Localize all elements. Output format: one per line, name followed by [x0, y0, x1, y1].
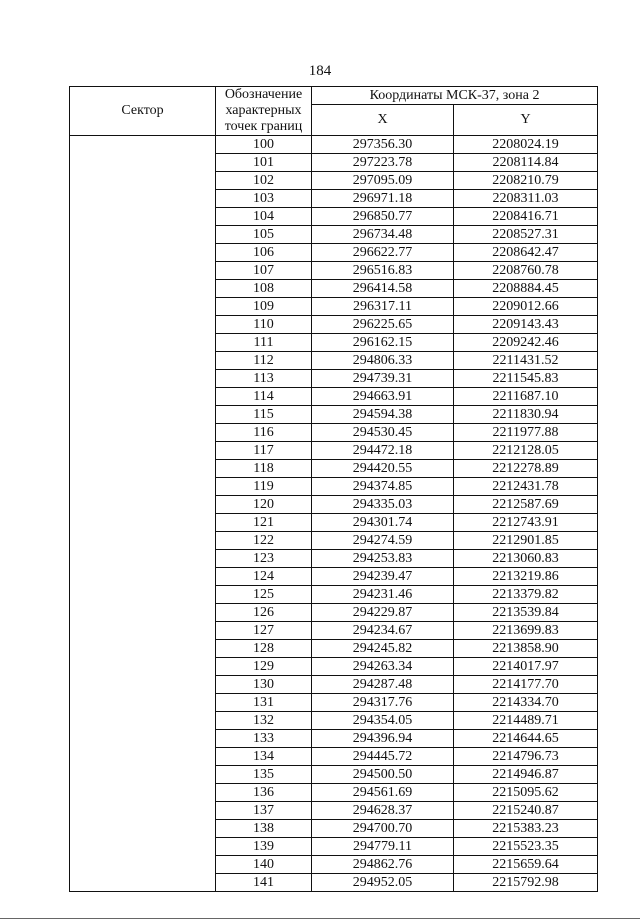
x-cell: 294245.82 [312, 640, 454, 658]
x-cell: 296516.83 [312, 262, 454, 280]
x-cell: 294396.94 [312, 730, 454, 748]
x-cell: 294253.83 [312, 550, 454, 568]
x-cell: 297223.78 [312, 154, 454, 172]
x-cell: 294663.91 [312, 388, 454, 406]
point-cell: 100 [216, 136, 312, 154]
y-cell: 2214489.71 [454, 712, 598, 730]
x-cell: 294739.31 [312, 370, 454, 388]
point-cell: 121 [216, 514, 312, 532]
point-cell: 135 [216, 766, 312, 784]
header-x: X [312, 105, 454, 136]
x-cell: 294530.45 [312, 424, 454, 442]
point-cell: 125 [216, 586, 312, 604]
coordinates-table [69, 86, 598, 892]
point-cell: 101 [216, 154, 312, 172]
point-cell: 115 [216, 406, 312, 424]
x-cell: 294561.69 [312, 784, 454, 802]
x-cell: 294274.59 [312, 532, 454, 550]
point-cell: 129 [216, 658, 312, 676]
y-cell: 2211431.52 [454, 352, 598, 370]
y-cell: 2213539.84 [454, 604, 598, 622]
point-cell: 123 [216, 550, 312, 568]
y-cell: 2215792.98 [454, 874, 598, 892]
point-cell: 113 [216, 370, 312, 388]
x-cell: 294500.50 [312, 766, 454, 784]
x-cell: 294301.74 [312, 514, 454, 532]
y-cell: 2208527.31 [454, 226, 598, 244]
point-cell: 122 [216, 532, 312, 550]
x-cell: 296622.77 [312, 244, 454, 262]
point-cell: 127 [216, 622, 312, 640]
point-cell: 132 [216, 712, 312, 730]
y-cell: 2214017.97 [454, 658, 598, 676]
x-cell: 294594.38 [312, 406, 454, 424]
point-cell: 117 [216, 442, 312, 460]
point-cell: 111 [216, 334, 312, 352]
y-cell: 2208760.78 [454, 262, 598, 280]
x-cell: 296850.77 [312, 208, 454, 226]
point-cell: 108 [216, 280, 312, 298]
y-cell: 2215240.87 [454, 802, 598, 820]
y-cell: 2209012.66 [454, 298, 598, 316]
y-cell: 2208210.79 [454, 172, 598, 190]
y-cell: 2214644.65 [454, 730, 598, 748]
y-cell: 2212278.89 [454, 460, 598, 478]
point-cell: 136 [216, 784, 312, 802]
x-cell: 294317.76 [312, 694, 454, 712]
y-cell: 2211830.94 [454, 406, 598, 424]
y-cell: 2211687.10 [454, 388, 598, 406]
y-cell: 2215383.23 [454, 820, 598, 838]
point-cell: 133 [216, 730, 312, 748]
x-cell: 294445.72 [312, 748, 454, 766]
page-number: 184 [308, 63, 332, 79]
point-cell: 130 [216, 676, 312, 694]
point-cell: 126 [216, 604, 312, 622]
x-cell: 294287.48 [312, 676, 454, 694]
x-cell: 296317.11 [312, 298, 454, 316]
y-cell: 2208024.19 [454, 136, 598, 154]
x-cell: 294263.34 [312, 658, 454, 676]
point-cell: 128 [216, 640, 312, 658]
x-cell: 294628.37 [312, 802, 454, 820]
y-cell: 2211545.83 [454, 370, 598, 388]
y-cell: 2208114.84 [454, 154, 598, 172]
x-cell: 294335.03 [312, 496, 454, 514]
y-cell: 2211977.88 [454, 424, 598, 442]
point-cell: 107 [216, 262, 312, 280]
point-cell: 140 [216, 856, 312, 874]
y-cell: 2208884.45 [454, 280, 598, 298]
y-cell: 2209143.43 [454, 316, 598, 334]
table-row [70, 136, 598, 154]
x-cell: 294700.70 [312, 820, 454, 838]
page-edge-line [0, 918, 640, 919]
point-cell: 118 [216, 460, 312, 478]
x-cell: 294952.05 [312, 874, 454, 892]
point-cell: 109 [216, 298, 312, 316]
y-cell: 2213219.86 [454, 568, 598, 586]
y-cell: 2213858.90 [454, 640, 598, 658]
y-cell: 2215523.35 [454, 838, 598, 856]
x-cell: 297356.30 [312, 136, 454, 154]
y-cell: 2213379.82 [454, 586, 598, 604]
x-cell: 294374.85 [312, 478, 454, 496]
point-cell: 104 [216, 208, 312, 226]
point-cell: 139 [216, 838, 312, 856]
x-cell: 296225.65 [312, 316, 454, 334]
y-cell: 2212901.85 [454, 532, 598, 550]
point-cell: 106 [216, 244, 312, 262]
point-cell: 141 [216, 874, 312, 892]
point-cell: 134 [216, 748, 312, 766]
x-cell: 294779.11 [312, 838, 454, 856]
point-cell: 120 [216, 496, 312, 514]
y-cell: 2213060.83 [454, 550, 598, 568]
x-cell: 294234.67 [312, 622, 454, 640]
x-cell: 296414.58 [312, 280, 454, 298]
point-cell: 103 [216, 190, 312, 208]
x-cell: 294231.46 [312, 586, 454, 604]
y-cell: 2213699.83 [454, 622, 598, 640]
y-cell: 2209242.46 [454, 334, 598, 352]
y-cell: 2214796.73 [454, 748, 598, 766]
point-cell: 124 [216, 568, 312, 586]
y-cell: 2212743.91 [454, 514, 598, 532]
x-cell: 297095.09 [312, 172, 454, 190]
table-body [70, 136, 598, 892]
point-cell: 137 [216, 802, 312, 820]
y-cell: 2208642.47 [454, 244, 598, 262]
x-cell: 294862.76 [312, 856, 454, 874]
point-cell: 105 [216, 226, 312, 244]
y-cell: 2214177.70 [454, 676, 598, 694]
x-cell: 294354.05 [312, 712, 454, 730]
y-cell: 2214946.87 [454, 766, 598, 784]
x-cell: 294806.33 [312, 352, 454, 370]
y-cell: 2215095.62 [454, 784, 598, 802]
x-cell: 294239.47 [312, 568, 454, 586]
x-cell: 296971.18 [312, 190, 454, 208]
y-cell: 2212587.69 [454, 496, 598, 514]
x-cell: 296734.48 [312, 226, 454, 244]
y-cell: 2214334.70 [454, 694, 598, 712]
x-cell: 294420.55 [312, 460, 454, 478]
header-sector: Сектор [70, 87, 216, 136]
sector-cell [70, 136, 216, 892]
x-cell: 296162.15 [312, 334, 454, 352]
point-cell: 131 [216, 694, 312, 712]
header-coordinates-system: Координаты МСК-37, зона 2 [312, 87, 598, 105]
header-y: Y [454, 105, 598, 136]
point-cell: 138 [216, 820, 312, 838]
point-cell: 119 [216, 478, 312, 496]
header-point-designation: Обозначение характерных точек границ [216, 87, 312, 136]
x-cell: 294229.87 [312, 604, 454, 622]
y-cell: 2208416.71 [454, 208, 598, 226]
x-cell: 294472.18 [312, 442, 454, 460]
y-cell: 2208311.03 [454, 190, 598, 208]
point-cell: 114 [216, 388, 312, 406]
y-cell: 2212431.78 [454, 478, 598, 496]
point-cell: 102 [216, 172, 312, 190]
point-cell: 116 [216, 424, 312, 442]
y-cell: 2212128.05 [454, 442, 598, 460]
point-cell: 110 [216, 316, 312, 334]
table-header [70, 87, 598, 136]
point-cell: 112 [216, 352, 312, 370]
y-cell: 2215659.64 [454, 856, 598, 874]
